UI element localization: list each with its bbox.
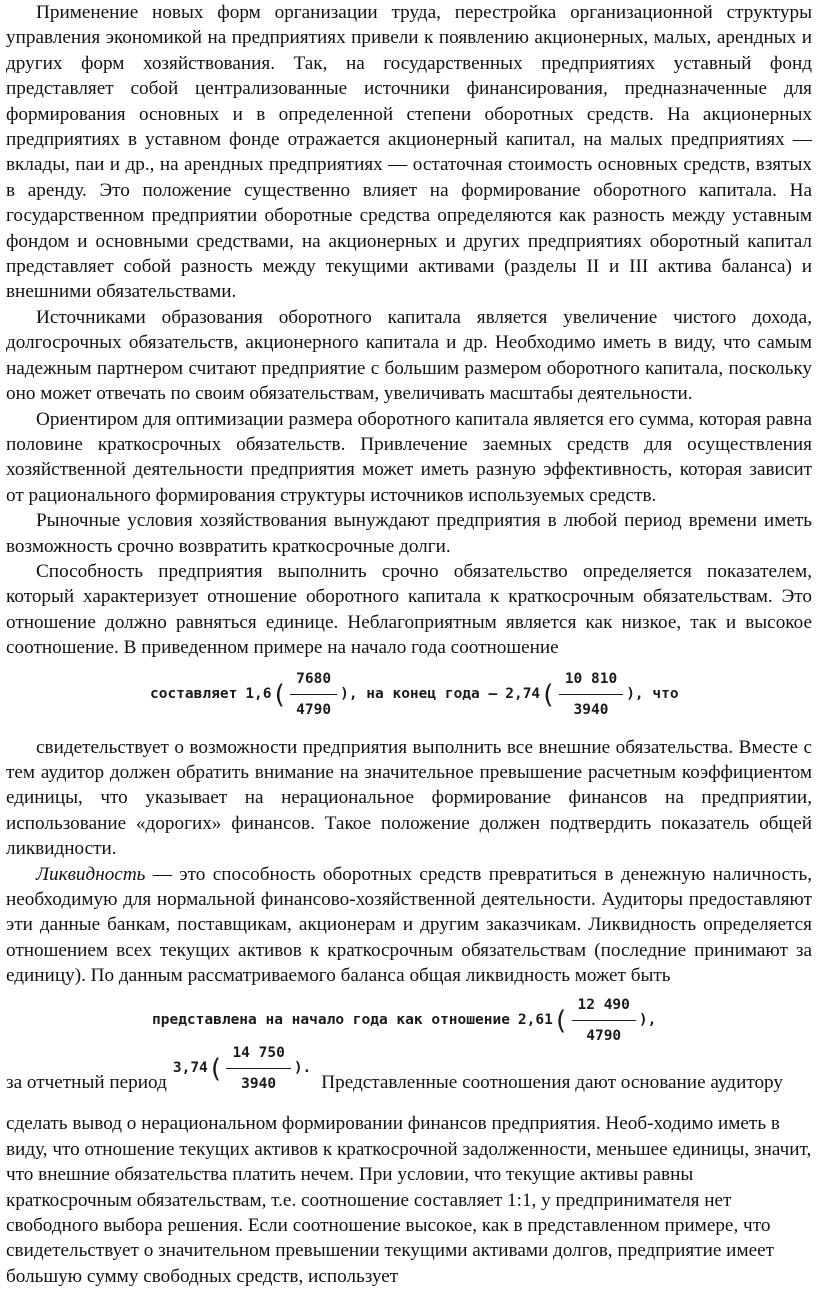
fraction-numerator: 12 490 xyxy=(572,993,636,1021)
open-paren: ( xyxy=(271,679,288,710)
fraction-numerator: 10 810 xyxy=(559,667,623,695)
formula-tail-text: ), что xyxy=(626,686,679,703)
term-liquidity: Ликвидность xyxy=(36,863,146,885)
paragraph-3: Ориентиром для оптимизации размера оборотного капитала является его сумма, которая равна половине краткосрочных обязательств. Привлечение заемных средств для осуществления хозяйственной деятельности предприятия может иметь разную эффективность, которая зависит от рационального формирования структуры источников используемых средств. xyxy=(6,408,812,506)
formula-tail-text: ), xyxy=(638,1012,657,1029)
formula-mid-text: ), на конец года — xyxy=(340,686,498,703)
formula-current-ratio xyxy=(6,661,812,735)
open-paren: ( xyxy=(207,1054,224,1085)
paragraph-8 xyxy=(6,1044,812,1289)
fraction-denominator: 3940 xyxy=(241,1076,277,1093)
fraction-liquidity-period xyxy=(226,1041,290,1098)
paragraph-8-body: Представленные соотношения дают основание аудитору сделать вывод о нерациональном формировании финансов предприятия. Необ-ходимо иметь в виду, что отношение текущих активов к краткосрочной задолженности, меньшее единицы, значит, что внешние обязательства платить нечем. При условии, что текущие активы равны краткосрочным обязательствам, т.е. соотношение составляет 1:1, у предпринимателя нет свободного выбора решения. Если соотношение высокое, как в представленном примере, что свидетельствует о значительном превышении текущими активами долгов, предприятие имеет большую сумму свободных средств, использует xyxy=(6,1071,812,1287)
paragraph-4: Рыночные условия хозяйствования вынуждают предприятия в любой период времени иметь возможность срочно возвратить краткосрочные долги. xyxy=(6,510,812,557)
paragraph-5: Способность предприятия выполнить срочно обязательство определяется показателем, который характеризует отношение оборотного капитала к краткосрочным обязательствам. Это отношение должно равняться единице. Неблагоприятным является как низкое, так и высокое соотношение. В приведенном примере на начало года соотношение xyxy=(6,560,812,659)
paragraph-1: Применение новых форм организации труда, перестройка организационной структуры управления экономикой на предприятиях привели к появлению акционерных, малых, арендных и других форм хозяйствования. Так, на государственных предприятиях уставный фонд представляет собой централизованные источники финансирования, предназначенные для формирования основных и в определенной степени оборотных средств. На акционерных предприятиях в уставном фонде отражается акционерный капитал, на малых предприятиях — вклады, паи и др., на арендных предприятиях — остаточная стоимость основных средств, взятых в аренду. Это положение существенно влияет на формирование оборотного капитала. На государственном предприятии оборотные средства определяются как разность между уставным фондом и основными средствами, на акционерных и других предприятиях оборотный капитал представляет собой разность между текущими активами (разделы II и III актива баланса) и внешними обязательствами. xyxy=(6,2,812,303)
fraction-numerator: 14 750 xyxy=(226,1041,290,1069)
paragraph-8-lead: за отчетный период xyxy=(6,1071,167,1093)
fraction-start-year xyxy=(290,667,337,724)
fraction-denominator: 3940 xyxy=(573,701,609,718)
formula-value: 3,74 xyxy=(172,1060,208,1077)
fraction-denominator: 4790 xyxy=(296,701,332,718)
formula-lead-text: составляет xyxy=(150,686,238,703)
formula-value-end: 2,74 xyxy=(505,686,541,703)
fraction-numerator: 7680 xyxy=(290,667,337,695)
open-paren: ( xyxy=(540,679,556,710)
document-page xyxy=(6,0,812,1289)
formula-value-start: 1,6 xyxy=(245,686,272,703)
fraction-liquidity-start xyxy=(572,993,636,1050)
paragraph-7 xyxy=(6,862,812,989)
formula-liquidity-start xyxy=(6,989,812,1055)
paragraph-6: свидетельствует о возможности предприятия выполнить все внешние обязательства. Вместе с тем аудитор должен обратить внимание на значительное превышение расчетным коэффициентом единицы, что указывает на нерациональное формирование финансов на предприятии, использование «дорогих» финансов. Такое положение должен подтвердить показатель общей ликвидности. xyxy=(6,736,812,860)
fraction-denominator: 4790 xyxy=(586,1028,622,1045)
paragraph-7-body: — это способность оборотных средств превратиться в денежную наличность, необходимую для нормальной финансово-хозяйственной деятельности. Аудиторы предоставляют эти данные банкам, поставщикам, акционерам и другим заказчикам. Ликвидность определяется отношением всех текущих активов к краткосрочным обязательствам (последние принимают за единицу). По данным рассматриваемого баланса общая ликвидность может быть xyxy=(6,863,812,987)
open-paren: ( xyxy=(552,1006,569,1037)
formula-lead-text: представлена на начало года как отношение xyxy=(152,1012,510,1029)
formula-tail-text: ). xyxy=(293,1060,312,1077)
formula-liquidity-period xyxy=(173,1041,311,1098)
fraction-end-year xyxy=(559,667,623,724)
formula-value: 2,61 xyxy=(517,1012,553,1029)
paragraph-2: Источниками образования оборотного капитала является увеличение чистого дохода, долгосрочных обязательств, акционерного капитала и др. Необходимо иметь в виду, что самым надежным партнером считают предприятие с большим размером оборотного капитала, поскольку оно может отвечать по своим обязательствам, увеличивать масштабы деятельности. xyxy=(6,306,812,405)
